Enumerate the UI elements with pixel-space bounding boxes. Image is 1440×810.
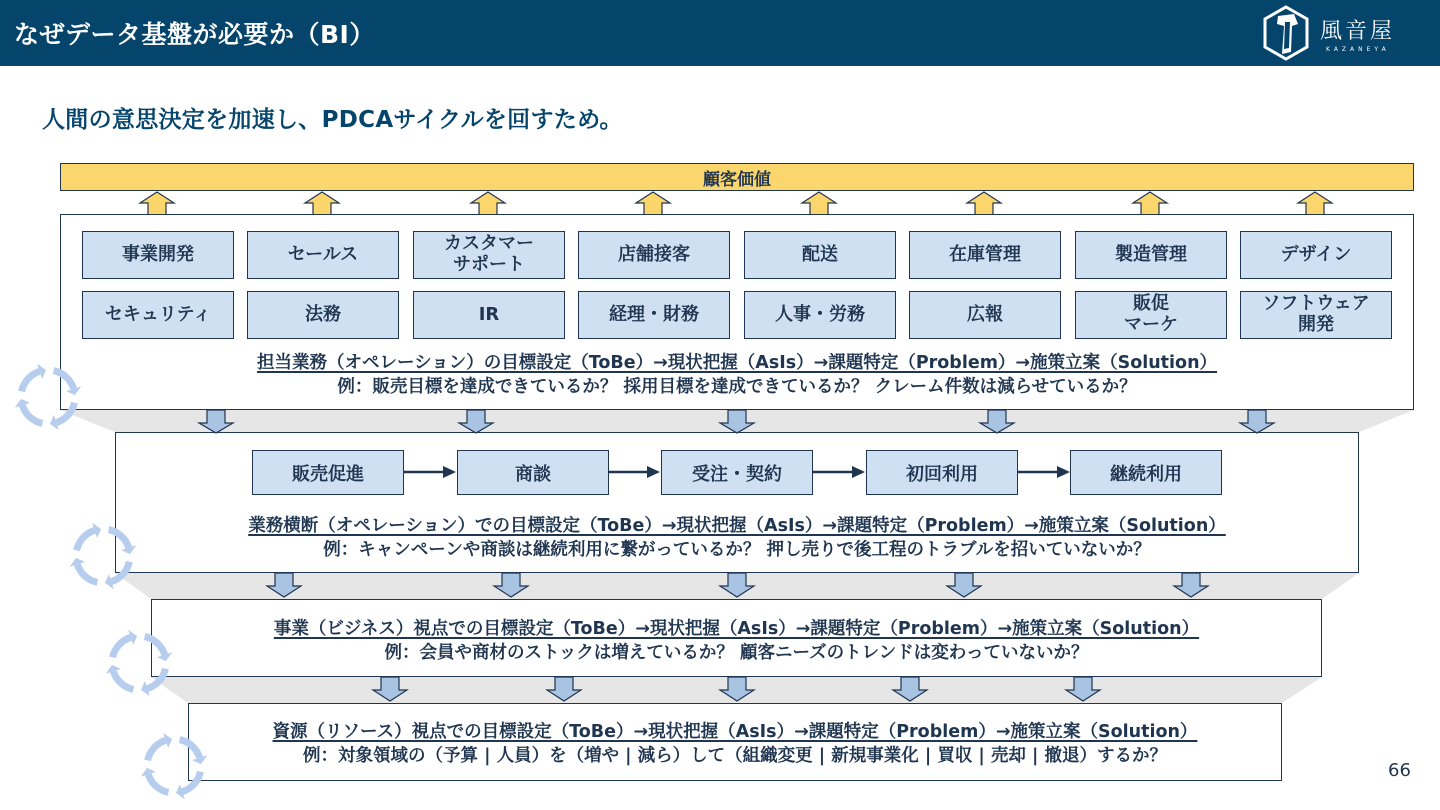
dept-store-service: 店舗接客 (578, 231, 730, 279)
dept-customer-support: カスタマー サポート (413, 231, 565, 279)
flow-arrow-head-icon (443, 466, 456, 478)
flow-first-use: 初回利用 (866, 450, 1018, 495)
dept-software-dev: ソフトウェア 開発 (1240, 291, 1392, 339)
layer4-example: 例：対象領域の（予算 | 人員）を（増や | 減ら）して（組織変更 | 新規事業化 | 買収 | 売却 | 撤退）するか？ (303, 746, 1167, 766)
down-arrow-icon (720, 410, 754, 433)
down-arrow-icon (267, 573, 301, 597)
dept-business-dev: 事業開発 (82, 231, 234, 279)
layer4-goal: 資源（リソース）視点での目標設定（ToBe）→現状把握（AsIs）→課題特定（Problem）→施策立案（Solution） (272, 722, 1198, 742)
flow-contract: 受注・契約 (661, 450, 813, 495)
dept-marketing: 販促 マーケ (1075, 291, 1227, 339)
down-arrow-icon (547, 677, 581, 701)
layer1-goal: 担当業務（オペレーション）の目標設定（ToBe）→現状把握（AsIs）→課題特定（Problem）→施策立案（Solution） (256, 353, 1218, 373)
layer3-example: 例：会員や商材のストックは増えているか？ 顧客ニーズのトレンドは変わっていないか？ (384, 643, 1089, 663)
dept-hr: 人事・労務 (744, 291, 896, 339)
dept-delivery: 配送 (744, 231, 896, 279)
dept-pr: 広報 (909, 291, 1061, 339)
layer3-goal: 事業（ビジネス）視点での目標設定（ToBe）→現状把握（AsIs）→課題特定（Problem）→施策立案（Solution） (273, 619, 1200, 639)
dept-inventory: 在庫管理 (909, 231, 1061, 279)
down-arrow-icon (199, 410, 233, 433)
down-arrow-icon (947, 573, 981, 597)
pdca-cycle-icon (15, 364, 82, 431)
flow-arrow-head-icon (1057, 466, 1070, 478)
dept-accounting: 経理・財務 (578, 291, 730, 339)
layer2-example: 例：キャンペーンや商談は継続利用に繋がっているか？ 押し売りで後工程のトラブルを招いていないか？ (323, 540, 1151, 560)
flow-arrow-head-icon (852, 466, 865, 478)
down-arrow-icon (1066, 677, 1100, 701)
flow-negotiation: 商談 (457, 450, 609, 495)
dept-sales: セールス (247, 231, 399, 279)
pdca-cycle-icon (141, 733, 208, 800)
dept-security: セキュリティ (82, 291, 234, 339)
slide-title: なぜデータ基盤が必要か（BI） (14, 20, 375, 49)
down-arrow-icon (980, 410, 1014, 433)
down-arrow-icon (1240, 410, 1274, 433)
logo-text: 風音屋 (1320, 19, 1396, 44)
layer2-goal: 業務横断（オペレーション）での目標設定（ToBe）→現状把握（AsIs）→課題特定（Problem）→施策立案（Solution） (248, 516, 1226, 536)
slide-subtitle: 人間の意思決定を加速し、PDCAサイクルを回すため。 (42, 107, 623, 133)
dept-manufacturing: 製造管理 (1075, 231, 1227, 279)
flow-continued-use: 継続利用 (1070, 450, 1222, 495)
layer1-example: 例：販売目標を達成できているか？ 採用目標を達成できているか？ クレーム件数は減らせているか？ (337, 377, 1137, 397)
down-arrow-icon (373, 677, 407, 701)
dept-ir: IR (413, 291, 565, 339)
down-arrow-icon (893, 677, 927, 701)
dept-design: デザイン (1240, 231, 1392, 279)
customer-value-bar: 顧客価値 (60, 163, 1414, 191)
pdca-cycle-icon (106, 630, 173, 697)
down-arrow-icon (459, 410, 493, 433)
flow-arrow-head-icon (647, 466, 660, 478)
dept-legal: 法務 (247, 291, 399, 339)
page-number: 66 (1388, 760, 1411, 781)
down-arrow-icon (1174, 573, 1208, 597)
down-arrow-icon (494, 573, 528, 597)
pdca-cycle-icon (70, 523, 137, 590)
down-arrow-icon (720, 677, 754, 701)
logo-subtext: KAZANEYA (1326, 46, 1390, 53)
down-arrow-icon (720, 573, 754, 597)
flow-sales-promotion: 販売促進 (252, 450, 404, 495)
